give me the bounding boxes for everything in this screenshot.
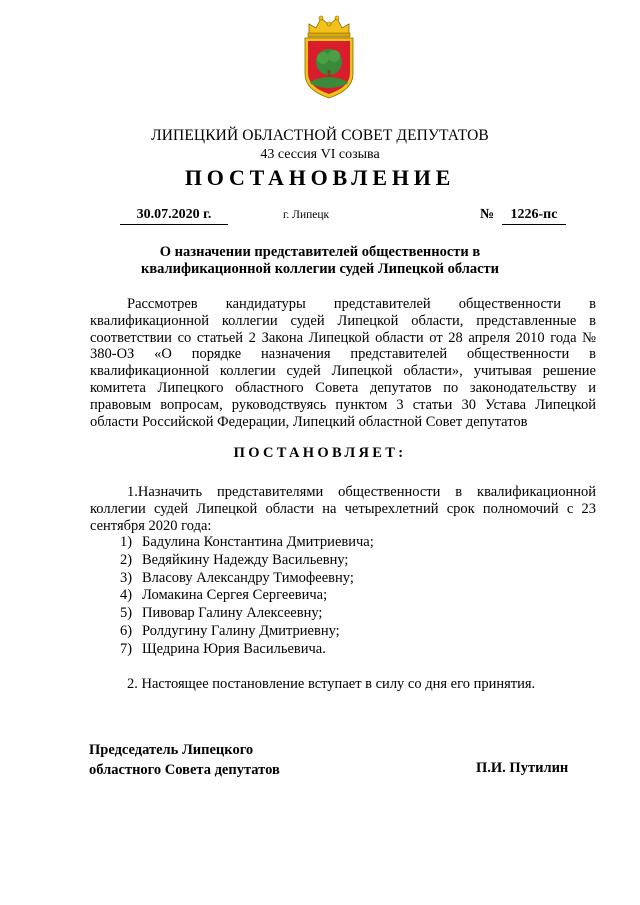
session-info: 43 сессия VI созыва: [260, 147, 380, 162]
coat-of-arms-icon: [301, 12, 357, 100]
decides-heading: ПОСТАНОВЛЯЕТ:: [233, 445, 407, 461]
council-name: ЛИПЕЦКИЙ ОБЛАСТНОЙ СОВЕТ ДЕПУТАТОВ: [151, 127, 489, 144]
signature-title: [89, 740, 280, 780]
list-item: 6) Ролдугину Галину Дмитриевну;: [120, 622, 340, 639]
appointees-list: [120, 534, 374, 659]
document-city: г. Липецк: [283, 209, 330, 221]
list-item: 7) Щедрина Юрия Васильевича.: [120, 640, 326, 657]
signer-name: П.И. Путилин: [476, 760, 569, 776]
list-item: 1) Бадулина Константина Дмитриевича;: [120, 534, 374, 550]
subject-line-1: О назначении представителей общественности в: [159, 244, 481, 260]
item-2-paragraph: 2. Настоящее постановление вступает в силу со дня его принятия.: [127, 676, 536, 692]
list-item: 3) Власову Александру Тимофеевну;: [120, 569, 354, 586]
document-subject: [0, 244, 640, 278]
number-sign: №: [480, 207, 495, 222]
signature-title-line-1: Председатель Липецкого: [89, 742, 254, 758]
list-item: 5) Пивовар Галину Алексеевну;: [120, 605, 323, 622]
document-date: 30.07.2020 г.: [120, 207, 228, 225]
list-item: 4) Ломакина Сергея Сергеевича;: [120, 587, 328, 604]
item-1-paragraph: 1.Назначить представителями общественности в квалификационной коллегии судей Липецкой области на четырехлетний срок полномочий с 23 сентября 2020 года:: [90, 484, 596, 534]
preamble-paragraph: Рассмотрев кандидатуры представителей общественности в квалификационной коллегии судей Липецкой области, представленные в соответствии со статьей 2 Закона Липецкой области от 28 апреля 2010 года № 380-ОЗ «О порядке назначения представителей общественности в квалификационной коллегии судей Липецкой области», учитывая решение комитета Липецкого областного Совета депутатов по законодательству и правовым вопросам, руководствуясь пунктом 3 статьи 30 Устава Липецкой области Российской Федерации, Липецкий областной Совет депутатов: [90, 296, 596, 430]
subject-line-2: квалификационной коллегии судей Липецкой области: [140, 261, 500, 277]
document-type: ПОСТАНОВЛЕНИЕ: [184, 165, 456, 190]
list-item: 2) Ведяйкину Надежду Васильевну;: [120, 551, 349, 568]
signature-title-line-2: областного Совета депутатов: [89, 762, 280, 778]
document-number: 1226-пс: [502, 207, 566, 225]
